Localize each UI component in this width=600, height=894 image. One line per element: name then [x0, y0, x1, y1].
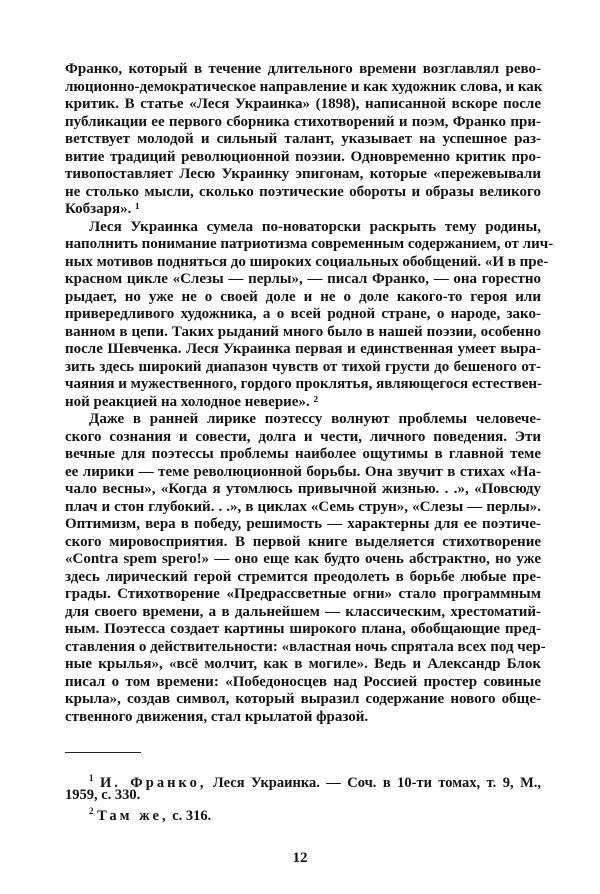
text-line: рыдает, но уже не о своей доле и не о доле какого-то героя или	[65, 288, 541, 305]
footnote-text: с. 316.	[168, 807, 212, 824]
text-line: Кобзаря». ¹	[65, 201, 140, 217]
text-line: ные крылья», «всё молчит, как в могиле». Ведь и Александр Блок	[65, 656, 541, 672]
text-line: наполнить понимание патриотизма современным содержанием, от лич-	[65, 236, 554, 252]
text-line: писал о том времени: «Победоносцев над Россией простер совиные	[65, 673, 541, 690]
text-line: Леся Украинка сумела по-новаторски раскрыть тему родины,	[89, 218, 541, 235]
text-line: чало весны», «Когда я утомлюсь привычной жизнью. . .», «Повсюду	[65, 481, 541, 497]
text-line: ского мировосприятия. В первой книге выделяется стихотворение	[65, 533, 541, 550]
footnote-1-continuation: 1959, с. 330.	[65, 787, 141, 803]
text-line: ванном в цепи. Таких рыданий много было в нашей поэзии, особенно	[65, 323, 541, 340]
text-line: Франко, который в течение длительного времени возглавлял рево-	[65, 61, 541, 77]
text-line: плач и стон глубокий. . .», в циклах «Семь струн», «Слезы — перлы».	[65, 498, 541, 515]
text-line: тивопоставляет Лесю Украинку эпигонам, которые «пережевывали	[65, 166, 541, 182]
text-line: не столько мысли, сколько поэтические обороты и образы великого	[65, 183, 541, 200]
text-line: грады. Стихотворение «Предрассветные огни» стало программным	[65, 586, 541, 602]
body-text	[65, 61, 554, 726]
text-line: люционно-демократическое направление и как художник слова, и как	[65, 78, 543, 95]
text-line: чаяния и мужественного, гордого проклятья, являющегося естествен-	[65, 376, 543, 392]
footnote-2	[65, 803, 565, 824]
footnote-divider	[65, 752, 141, 753]
text-line: ветствует молодой и сильный талант, указывает на успешное раз-	[65, 131, 541, 147]
text-line: после Шевченка. Леся Украинка первая и единственная умеет выра-	[65, 341, 541, 357]
text-line: вечные для поэтессы проблемы наиболее ощутимы в главной теме	[65, 446, 541, 462]
footnote-author: Там же,	[97, 807, 169, 824]
text-line: «Contra spem spero!» — оно еще как будто очень абстрактно, но уже	[65, 551, 541, 567]
text-line: крыла», создав символ, который выразил содержание нового обще-	[65, 691, 541, 707]
text-line: ского сознания и совести, долга и чести, личного поведения. Эти	[65, 428, 541, 445]
text-line: ных мотивов подняться до широких социальных обобщений. «И в пре-	[65, 253, 549, 270]
footnote-text: Леся Украинка. — Соч. в 10-ти томах, т. 9, М.,	[206, 774, 542, 791]
page-number: 12	[292, 850, 308, 866]
footnote-mark: 1	[89, 773, 94, 783]
text-line: ее лирики — теме революционной борьбы. Она звучит в стихах «На-	[65, 463, 541, 480]
text-line: привередливого художника, а о всей родной стране, о народе, зако-	[65, 306, 541, 322]
text-line: ственного движения, стал крылатой фразой.	[65, 708, 369, 725]
text-line: ставления о действительности: «властная ночь спрятала всех под чер-	[65, 638, 546, 655]
footnote-mark: 2	[89, 806, 94, 816]
text-line: здесь лирический герой стремится преодолеть в борьбе любые пре-	[65, 568, 541, 585]
text-line: зить здесь широкий диапазон чувств от тихой грусти до бешеного от-	[65, 358, 541, 375]
text-line: Оптимизм, вера в победу, решимость — характерны для ее поэтиче-	[65, 516, 541, 532]
text-line: красном цикле «Слезы — перлы», — писал Франко, — она горестно	[65, 271, 541, 287]
text-line: Даже в ранней лирике поэтессу волнуют проблемы человече-	[89, 411, 541, 427]
text-line: ной реакцией на холодное неверие». ²	[65, 393, 318, 410]
footnote-author: И. Франко,	[99, 774, 207, 791]
text-line: ным. Поэтесса создает картины широкого плана, обобщающие пред-	[65, 621, 541, 637]
text-line: критик. В статье «Леся Украинка» (1898), написанной вскоре после	[65, 96, 541, 112]
text-line: для своего времени, а в дальнейшем — классическим, хрестоматий-	[65, 603, 541, 620]
text-line: витие традиций революционной поэзии. Одновременно критик про-	[65, 148, 541, 165]
text-line: публикации ее первого сборника стихотворений и поэм, Франко при-	[65, 113, 541, 130]
